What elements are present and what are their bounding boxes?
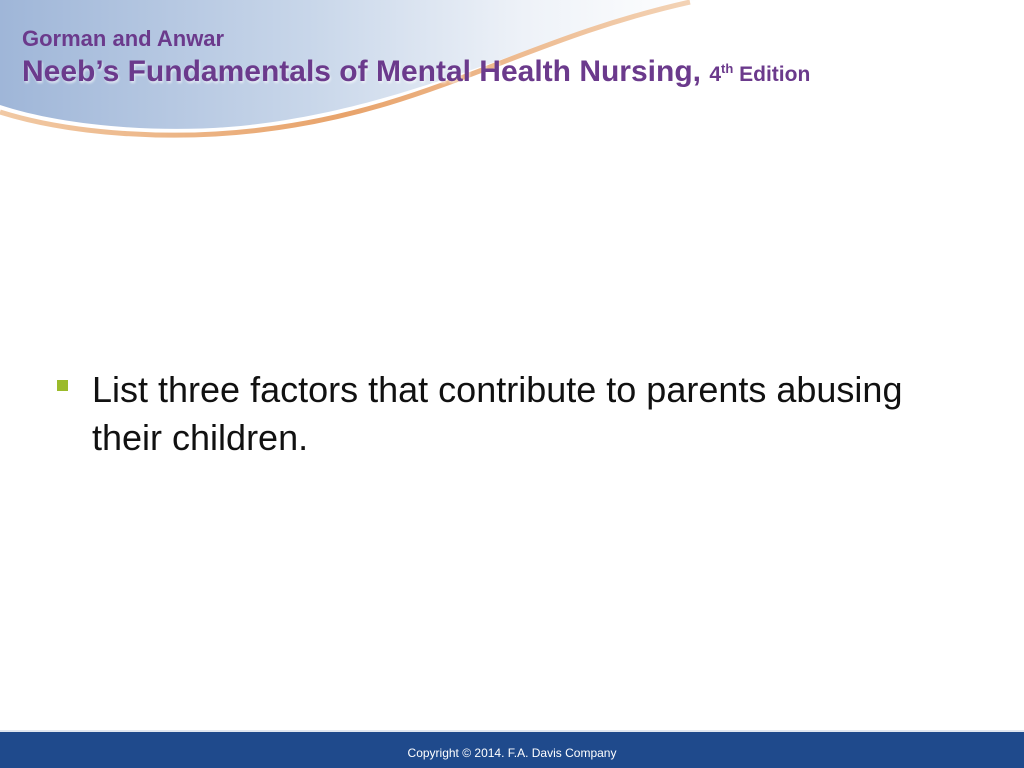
square-bullet-icon	[57, 380, 68, 391]
bullet-list	[54, 366, 914, 462]
edition-number: 4	[709, 63, 722, 86]
footer-bar	[0, 730, 1024, 768]
book-title-text: Neeb’s Fundamentals of Mental Health Nursing,	[22, 55, 701, 88]
edition-suffix: th	[721, 61, 734, 76]
copyright-text: Copyright © 2014. F.A. Davis Company	[407, 746, 617, 760]
bullet-item	[54, 366, 914, 462]
slide-authors: Gorman and Anwar	[22, 26, 225, 51]
bullet-text: List three factors that contribute to parents abusing their children.	[92, 369, 903, 458]
edition-label	[709, 63, 810, 86]
edition-word: Edition	[739, 63, 811, 86]
slide-book-title	[22, 55, 810, 89]
